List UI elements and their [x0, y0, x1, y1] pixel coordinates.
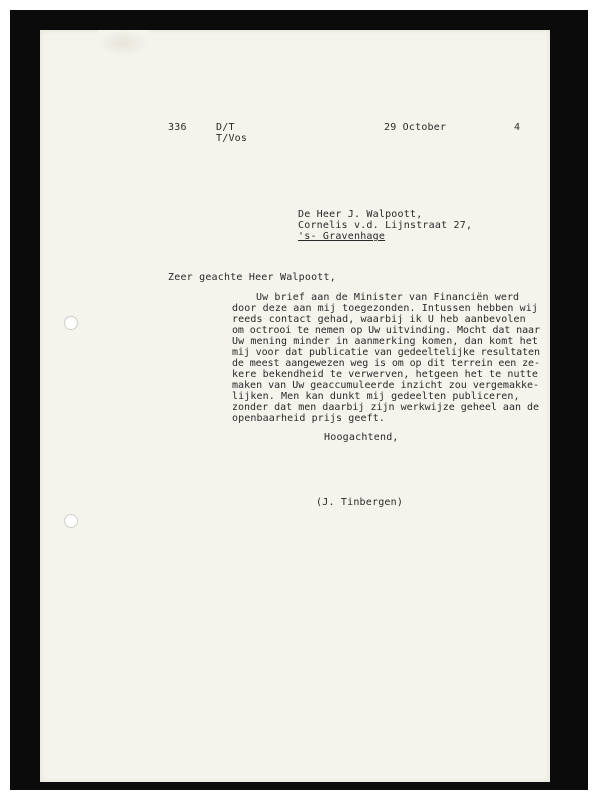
address-line-1: De Heer J. Walpoott,: [298, 209, 423, 220]
signature: (J. Tinbergen): [316, 497, 404, 508]
body-line: de meest aangewezen weg is om op dit terrein een ze-: [232, 358, 540, 369]
address-line-3: 's- Gravenhage: [298, 231, 386, 242]
page-mark: 4: [514, 122, 521, 133]
letter-page: [40, 30, 550, 782]
initials-line-1: D/T: [216, 122, 235, 133]
paper-wear-mark: [98, 30, 148, 56]
initials-line-2: T/Vos: [216, 133, 248, 144]
salutation: Zeer geachte Heer Walpoott,: [168, 272, 336, 283]
reference-number: 336: [168, 122, 187, 133]
body-line: door deze aan mij toegezonden. Intussen hebben wij: [232, 303, 539, 314]
closing: Hoogachtend,: [324, 432, 399, 443]
body-line: openbaarheid prijs geeft.: [232, 413, 386, 424]
punch-hole-bottom: [64, 514, 78, 528]
body-line: om octrooi te nemen op Uw uitvinding. Mocht dat naar: [232, 325, 540, 336]
body-line: mij voor dat publicatie van gedeeltelijke resultaten: [232, 347, 540, 358]
body-line: reeds contact gehad, waarbij ik U heb aanbevolen: [232, 314, 526, 325]
body-line: zonder dat men daarbij zijn werkwijze geheel aan de: [232, 402, 540, 413]
body-line: Uw brief aan de Minister van Financiën werd: [256, 292, 520, 303]
address-line-2: Cornelis v.d. Lijnstraat 27,: [298, 220, 473, 231]
letter-date: 29 October: [384, 122, 447, 133]
body-line: kere bekendheid te verwerven, hetgeen het te nutte: [232, 369, 539, 380]
punch-hole-top: [64, 316, 78, 330]
body-line: Uw mening minder in aanmerking komen, dan komt het: [232, 336, 539, 347]
body-line: maken van Uw geaccumuleerde inzicht zou vergemakke-: [232, 380, 540, 391]
body-line: lijken. Men kan dunkt mij gedeelten publiceren,: [232, 391, 520, 402]
